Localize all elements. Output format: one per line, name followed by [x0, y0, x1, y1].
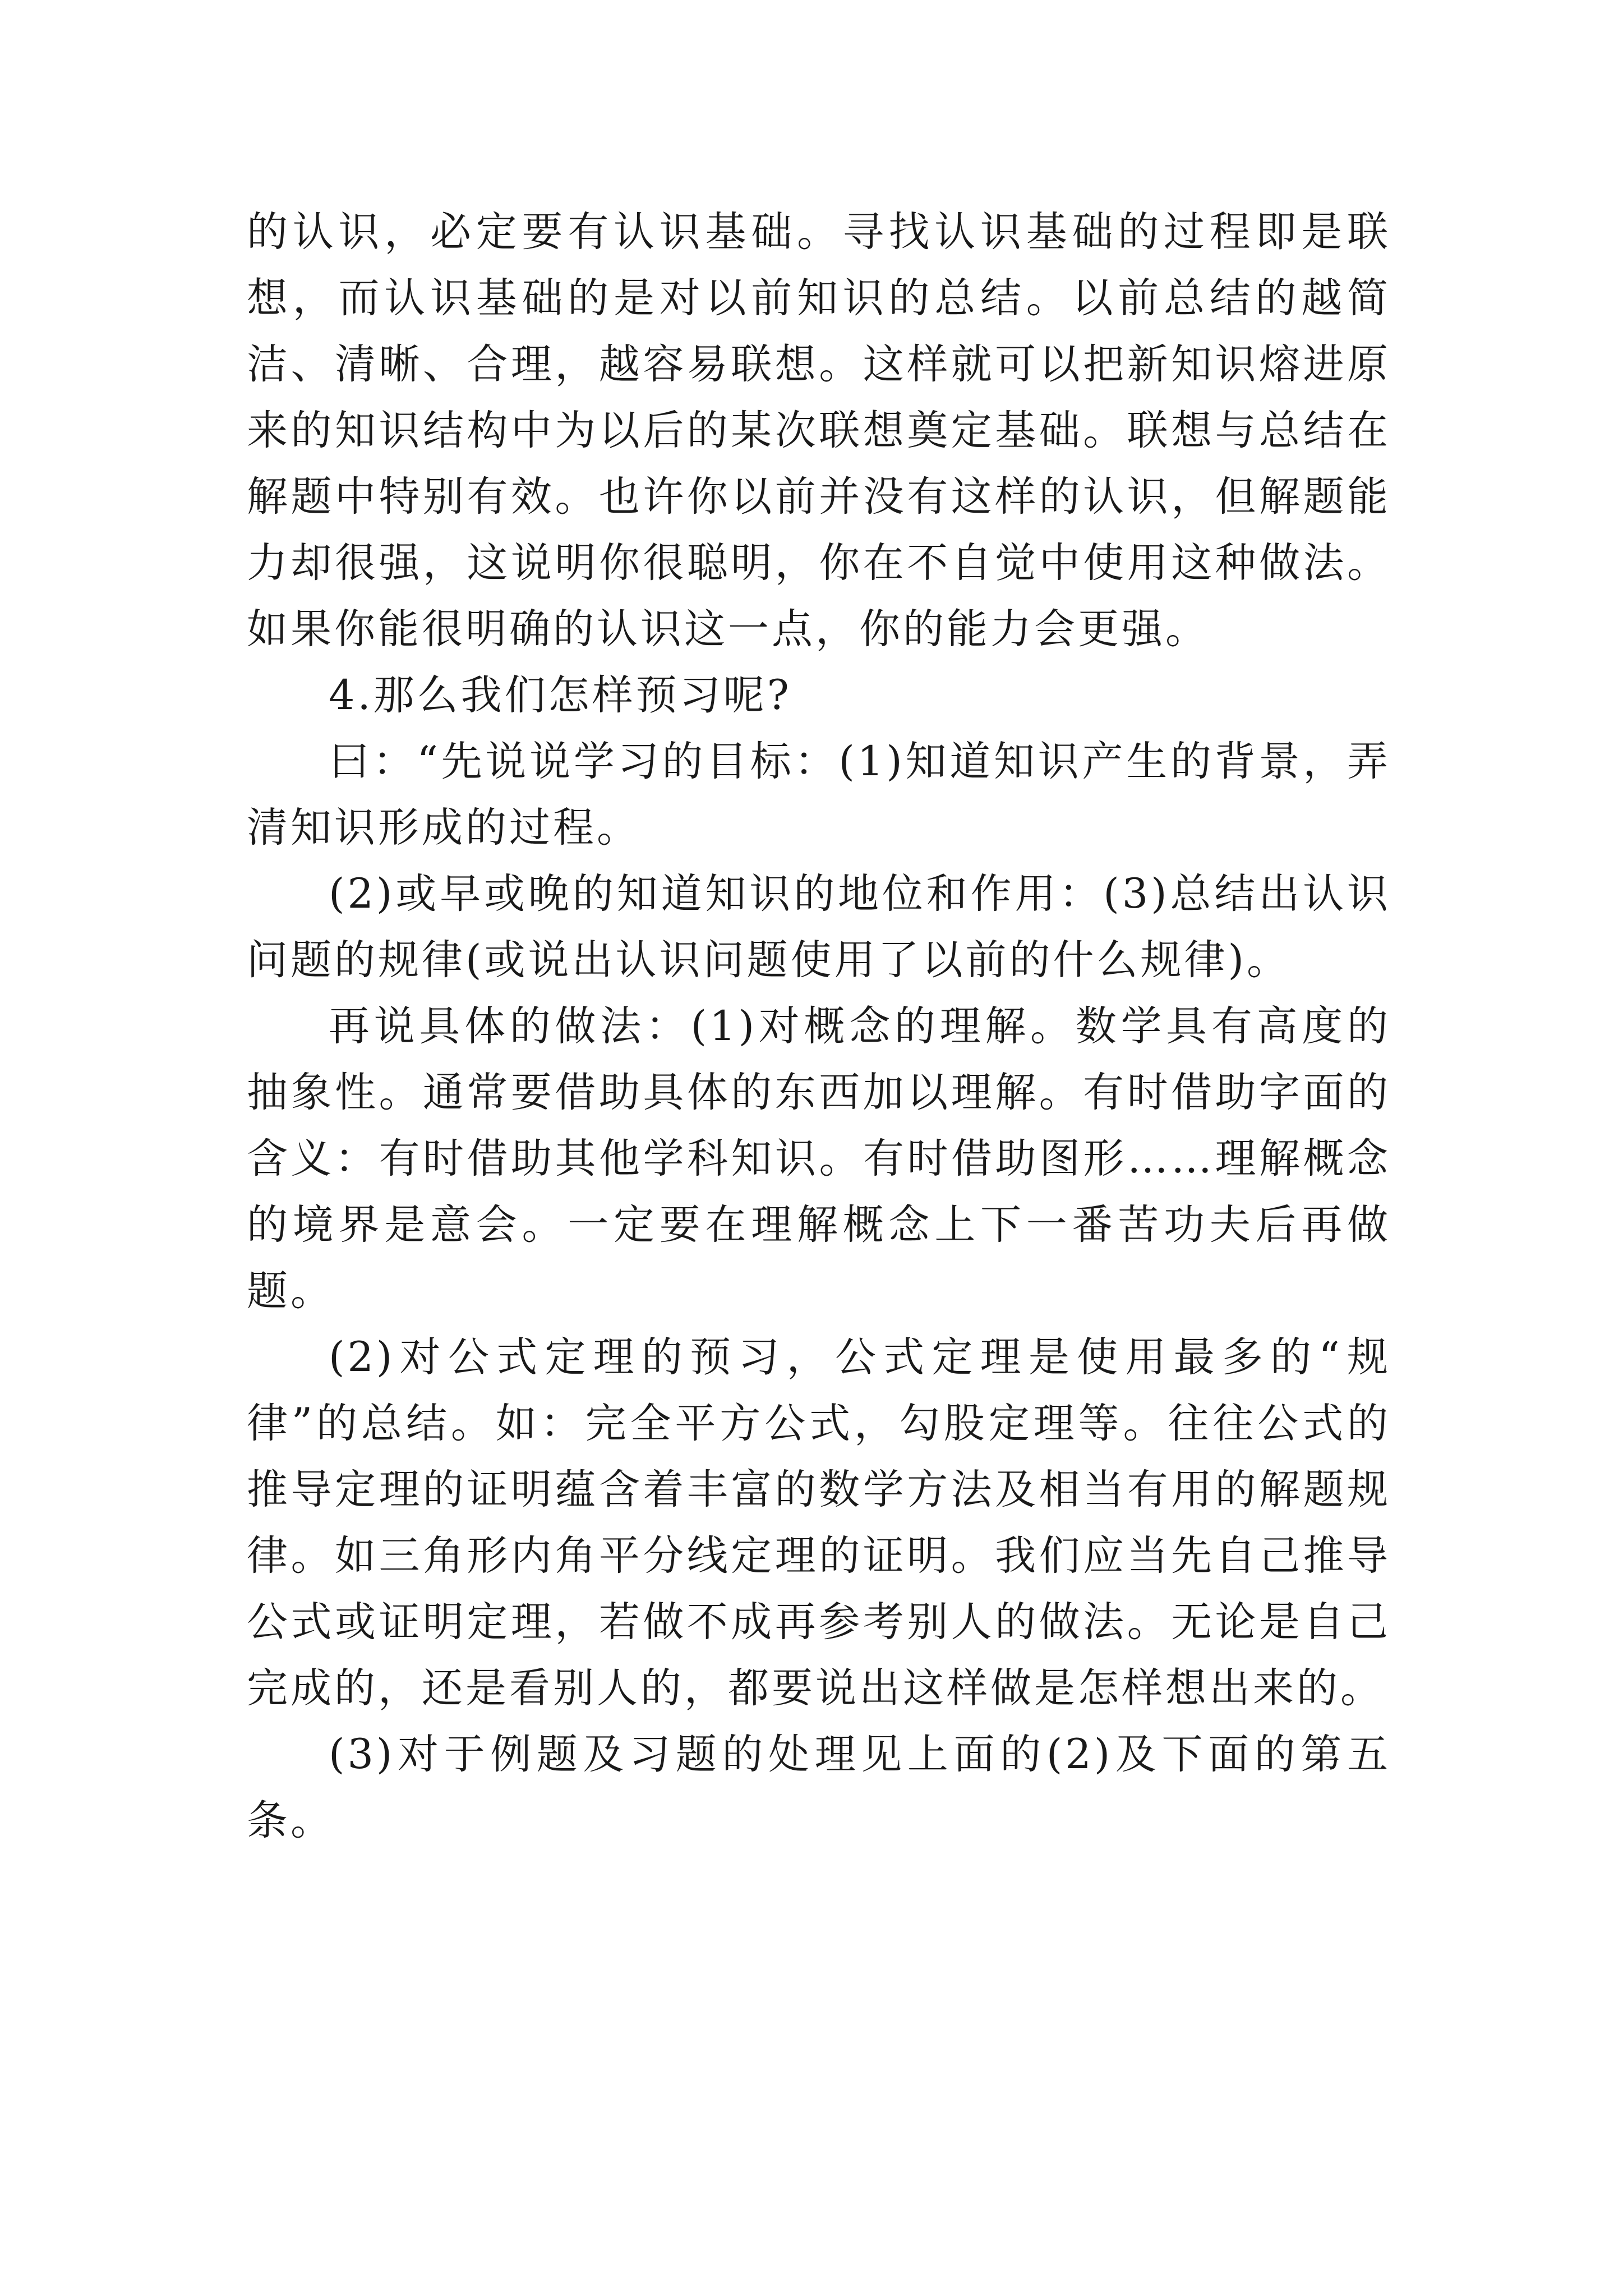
paragraph-learning-goals: 曰：“先说说学习的目标：(1)知道知识产生的背景，弄清知识形成的过程。: [247, 738, 1391, 852]
body-text: [247, 199, 1391, 1854]
paragraph-method-3: (3)对于例题及习题的处理见上面的(2)及下面的第五条。: [247, 1731, 1391, 1844]
paragraph-question-4: 4.那么我们怎样预习呢?: [329, 671, 792, 719]
paragraph-method-1: 再说具体的做法：(1)对概念的理解。数学具有高度的抽象性。通常要借助具体的东西加以理解。有时借助字面的含义：有时借助其他学科知识。有时借助图形……理解概念的境界是意会。一定要在理解概念上下一番苦功夫后再做题。: [247, 1002, 1391, 1315]
paragraph-continuation: 的认识，必定要有认识基础。寻找认识基础的过程即是联想，而认识基础的是对以前知识的总结。以前总结的越简洁、清晰、合理，越容易联想。这样就可以把新知识熔进原来的知识结构中为以后的某次联想奠定基础。联想与总结在解题中特别有效。也许你以前并没有这样的认识，但解题能力却很强，这说明你很聪明，你在不自觉中使用这种做法。如果你能很明确的认识这一点，你的能力会更强。: [247, 208, 1391, 653]
paragraph-goals-2-3: (2)或早或晚的知道知识的地位和作用：(3)总结出认识问题的规律(或说出认识问题使用了以前的什么规律)。: [247, 870, 1391, 984]
paragraph-method-2: (2)对公式定理的预习，公式定理是使用最多的“规律”的总结。如：完全平方公式，勾股定理等。往往公式的推导定理的证明蕴含着丰富的数学方法及相当有用的解题规律。如三角形内角平分线定理的证明。我们应当先自己推导公式或证明定理，若做不成再参考别人的做法。无论是自己完成的，还是看别人的，都要说出这样做是怎样想出来的。: [247, 1333, 1391, 1712]
